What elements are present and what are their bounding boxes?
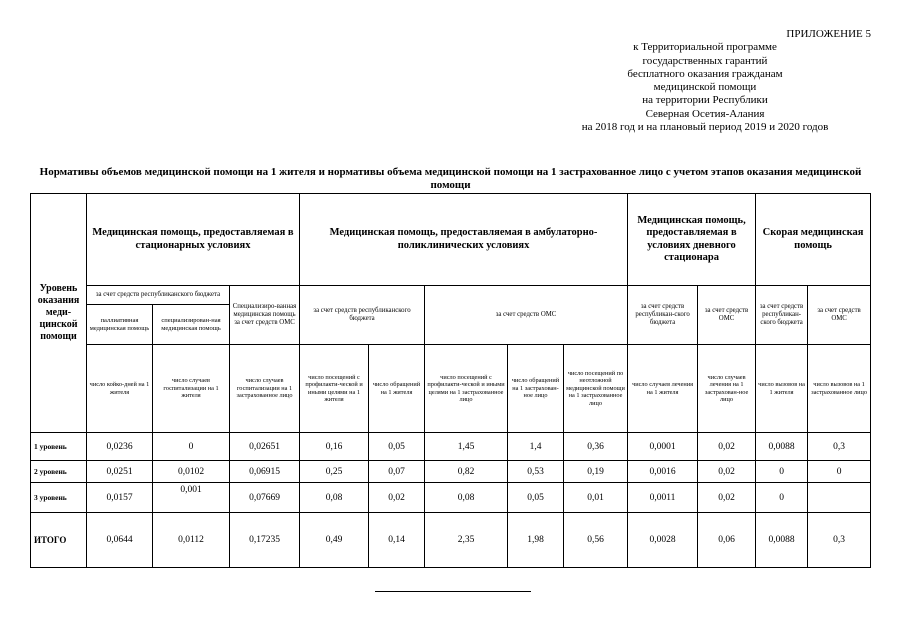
header-row-indicators [31, 345, 871, 433]
indicator-header: число посещений по неотложной медицинской помощи на 1 застрахованное лицо [564, 345, 628, 433]
level-header: Уровень оказания меди-цинской помощи [31, 194, 87, 433]
table-cell: 0,0088 [756, 433, 808, 461]
table-cell: 0,49 [300, 513, 369, 568]
funding-inpatient-oms: Специализиро-ванная медицинская помощь за счет средств ОМС [230, 286, 300, 345]
table-cell: 0,02 [698, 461, 756, 483]
appendix-title: ПРИЛОЖЕНИЕ 5 [786, 28, 871, 40]
funding-amb-budget: за счет средств республикан-ского бюджета [756, 286, 808, 345]
footnote-divider [375, 591, 531, 592]
table-cell: 0,02 [369, 483, 425, 513]
row-level-label: 2 уровень [31, 461, 87, 483]
group-ambulance: Скорая медицинская помощь [756, 194, 871, 286]
table-cell: 2,35 [425, 513, 508, 568]
appendix-line: бесплатного оказания гражданам [627, 67, 783, 80]
table-cell: 0,0644 [87, 513, 153, 568]
table-cell: 0,17235 [230, 513, 300, 568]
table-cell: 0,0016 [628, 461, 698, 483]
indicator-header: число случаев лечения на 1 застрахован-ное лицо [698, 345, 756, 433]
appendix-header [545, 28, 871, 134]
group-outpatient: Медицинская помощь, предоставляемая в амбулаторно-поликлинических условиях [300, 194, 628, 286]
table-cell: 0,08 [300, 483, 369, 513]
table-cell: 0,0011 [628, 483, 698, 513]
group-inpatient: Медицинская помощь, предоставляемая в стационарных условиях [87, 194, 300, 286]
table-cell: 0,0102 [153, 461, 230, 483]
care-type-palliative: паллиативная медицинская помощь [87, 305, 153, 345]
table-row [31, 433, 871, 461]
appendix-line: медицинской помощи [653, 81, 757, 94]
indicator-header: число вызовов на 1 застрахованное лицо [808, 345, 871, 433]
table-cell: 0 [756, 483, 808, 513]
funding-outpatient-budget: за счет средств республиканского бюджета [300, 286, 425, 345]
appendix-line: на территории Республики [642, 94, 768, 107]
table-cell: 0,02 [698, 433, 756, 461]
table-cell: 1,4 [508, 433, 564, 461]
table-cell: 0,0236 [87, 433, 153, 461]
table-cell: 0,82 [425, 461, 508, 483]
group-day-hospital: Медицинская помощь, предоставляемая в условиях дневного стационара [628, 194, 756, 286]
table-cell: 0,08 [425, 483, 508, 513]
appendix-line: к Территориальной программе [633, 41, 777, 54]
norms-table [30, 193, 871, 568]
funding-day-oms: за счет средств ОМС [698, 286, 756, 345]
table-cell: 0,001 [153, 483, 230, 513]
funding-outpatient-oms: за счет средств ОМС [425, 286, 628, 345]
indicator-header: число обращений на 1 застрахован-ное лицо [508, 345, 564, 433]
table-cell: 0 [808, 461, 871, 483]
header-row-funding [31, 286, 871, 305]
table-cell: 0,05 [508, 483, 564, 513]
table-cell: 1,98 [508, 513, 564, 568]
table-cell: 0,02651 [230, 433, 300, 461]
table-cell: 0,02 [698, 483, 756, 513]
funding-inpatient-budget: за счет средств республиканского бюджета [87, 286, 230, 305]
table-cell: 1,45 [425, 433, 508, 461]
indicator-header: число случаев лечения на 1 жителя [628, 345, 698, 433]
row-level-label: 3 уровень [31, 483, 87, 513]
table-cell [808, 483, 871, 513]
table-cell: 0 [153, 433, 230, 461]
indicator-header: число посещений с профилакти-ческой и иными целями на 1 застрахованное лицо [425, 345, 508, 433]
table-cell: 0,14 [369, 513, 425, 568]
table-row-total [31, 513, 871, 568]
table-cell: 0,56 [564, 513, 628, 568]
row-level-label: 1 уровень [31, 433, 87, 461]
appendix-line: государственных гарантий [642, 54, 768, 67]
row-total-label: ИТОГО [31, 513, 87, 568]
table-cell: 0,16 [300, 433, 369, 461]
indicator-header: число случаев госпитализации на 1 застрахованное лицо [230, 345, 300, 433]
table-cell: 0,0157 [87, 483, 153, 513]
table-cell: 0,36 [564, 433, 628, 461]
indicator-header: число вызовов на 1 жителя [756, 345, 808, 433]
appendix-line: на 2018 год и на плановый период 2019 и 2020 годов [581, 121, 829, 134]
table-cell: 0 [756, 461, 808, 483]
table-cell: 0,0088 [756, 513, 808, 568]
table-cell: 0,0001 [628, 433, 698, 461]
table-cell: 0,3 [808, 433, 871, 461]
table-cell: 0,06915 [230, 461, 300, 483]
funding-amb-oms: за счет средств ОМС [808, 286, 871, 345]
table-cell: 0,25 [300, 461, 369, 483]
header-row-groups [31, 194, 871, 286]
indicator-header: число посещений с профилакти-ческой и иными целями на 1 жителя [300, 345, 369, 433]
table-cell: 0,07 [369, 461, 425, 483]
table-row [31, 461, 871, 483]
table-cell: 0,07669 [230, 483, 300, 513]
table-cell: 0,0251 [87, 461, 153, 483]
table-cell: 0,0028 [628, 513, 698, 568]
table-cell: 0,19 [564, 461, 628, 483]
indicator-header: число случаев госпитализации на 1 жителя [153, 345, 230, 433]
table-cell: 0,53 [508, 461, 564, 483]
table-cell: 0,05 [369, 433, 425, 461]
document-title: Нормативы объемов медицинской помощи на 1 жителя и нормативы объема медицинской помощи на 1 застрахованное лицо с учетом этапов оказания медицинской помощи [39, 166, 862, 191]
care-type-specialized: специализирован-ная медицинская помощь [153, 305, 230, 345]
table-cell: 0,01 [564, 483, 628, 513]
indicator-header: число койко-дней на 1 жителя [87, 345, 153, 433]
table-cell: 0,06 [698, 513, 756, 568]
table-cell: 0,3 [808, 513, 871, 568]
table-row [31, 483, 871, 513]
table-cell: 0,0112 [153, 513, 230, 568]
appendix-line: Северная Осетия-Алания [645, 107, 765, 120]
indicator-header: число обращений на 1 жителя [369, 345, 425, 433]
funding-day-budget: за счет средств республикан-ского бюджета [628, 286, 698, 345]
